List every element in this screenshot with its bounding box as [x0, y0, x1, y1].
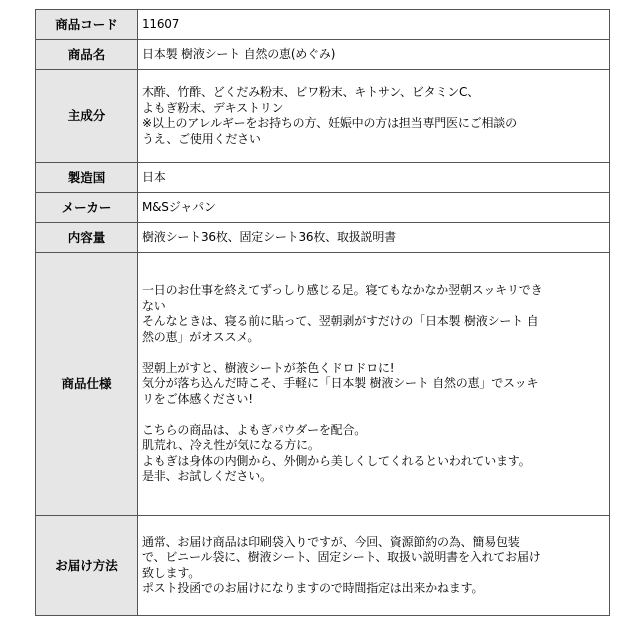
spec-label: 商品名 — [36, 40, 138, 70]
spec-value-line: 一日のお仕事を終えてずっしり感じる足。寝てもなかなか翌朝スッキリでき — [142, 283, 543, 298]
spec-value-line: リをご体感ください! — [142, 391, 253, 406]
paragraph-gap — [142, 407, 605, 423]
spec-value-line: ない — [142, 298, 166, 313]
spec-value — [138, 70, 610, 163]
spec-row-specification — [36, 253, 610, 516]
spec-value-line: よもぎは身体の内側から、外側から美しくしてくれるといわれています。 — [142, 453, 531, 468]
spec-label: 商品仕様 — [36, 253, 138, 516]
spec-row-maker — [36, 193, 610, 223]
spec-value — [138, 10, 610, 40]
spec-label: 商品コード — [36, 10, 138, 40]
spec-value-line: こちらの商品は、よもぎパウダーを配合。 — [142, 422, 367, 437]
spec-row-country — [36, 163, 610, 193]
spec-value-line: 樹液シート36枚、固定シート36枚、取扱説明書 — [142, 229, 396, 244]
spec-value-line: よもぎ粉末、デキストリン — [142, 100, 284, 115]
spec-value — [138, 163, 610, 193]
spec-value-line: 通常、お届け商品は印刷袋入りですが、今回、資源節約の為、簡易包装 — [142, 534, 520, 549]
spec-label: 主成分 — [36, 70, 138, 163]
spec-value-line: ※以上のアレルギーをお持ちの方、妊娠中の方は担当専門医にご相談の — [142, 116, 517, 130]
spec-row-contents — [36, 223, 610, 253]
spec-value-line: 是非、お試しください。 — [142, 469, 272, 484]
paragraph-gap — [142, 345, 605, 361]
spec-row-product-name — [36, 40, 610, 70]
spec-value — [138, 253, 610, 516]
spec-value-line: 致します。 — [142, 565, 201, 580]
spec-row-delivery — [36, 516, 610, 616]
spec-label: 内容量 — [36, 223, 138, 253]
spec-value-line: で、ビニール袋に、樹液シート、固定シート、取扱い説明書を入れてお届け — [142, 550, 541, 564]
spec-value-line: 然の恵」がオススメ。 — [142, 329, 260, 344]
spec-value-line: 日本製 樹液シート 自然の恵(めぐみ) — [142, 46, 336, 61]
spec-value-line: 気分が落ち込んだ時こそ、手軽に「日本製 樹液シート 自然の恵」でスッキ — [142, 376, 539, 391]
spec-value-line: 11607 — [142, 16, 180, 31]
spec-value-line: M&Sジャパン — [142, 199, 216, 214]
spec-row-product-code — [36, 10, 610, 40]
spec-row-ingredients — [36, 70, 610, 163]
spec-value-line: うえ、ご使用ください — [142, 131, 261, 146]
spec-value — [138, 516, 610, 616]
spec-value — [138, 40, 610, 70]
spec-value-line: 木酢、竹酢、どくだみ粉末、ビワ粉末、キトサン、ビタミンC、 — [142, 85, 480, 99]
spec-value-line: 翌朝上がすと、樹液シートが茶色くドロドロに! — [142, 360, 395, 375]
spec-label: メーカー — [36, 193, 138, 223]
spec-value-line: ポスト投函でのお届けになりますので時間指定は出来かねます。 — [142, 581, 484, 595]
spec-value-line: そんなときは、寝る前に貼って、翌朝剥がすだけの「日本製 樹液シート 自 — [142, 314, 539, 329]
spec-value — [138, 223, 610, 253]
spec-value — [138, 193, 610, 223]
spec-value-line: 肌荒れ、冷え性が気になる方に。 — [142, 438, 320, 453]
spec-label: お届け方法 — [36, 516, 138, 616]
spec-value-line: 日本 — [142, 169, 166, 184]
spec-label: 製造国 — [36, 163, 138, 193]
product-spec-table — [35, 9, 610, 616]
